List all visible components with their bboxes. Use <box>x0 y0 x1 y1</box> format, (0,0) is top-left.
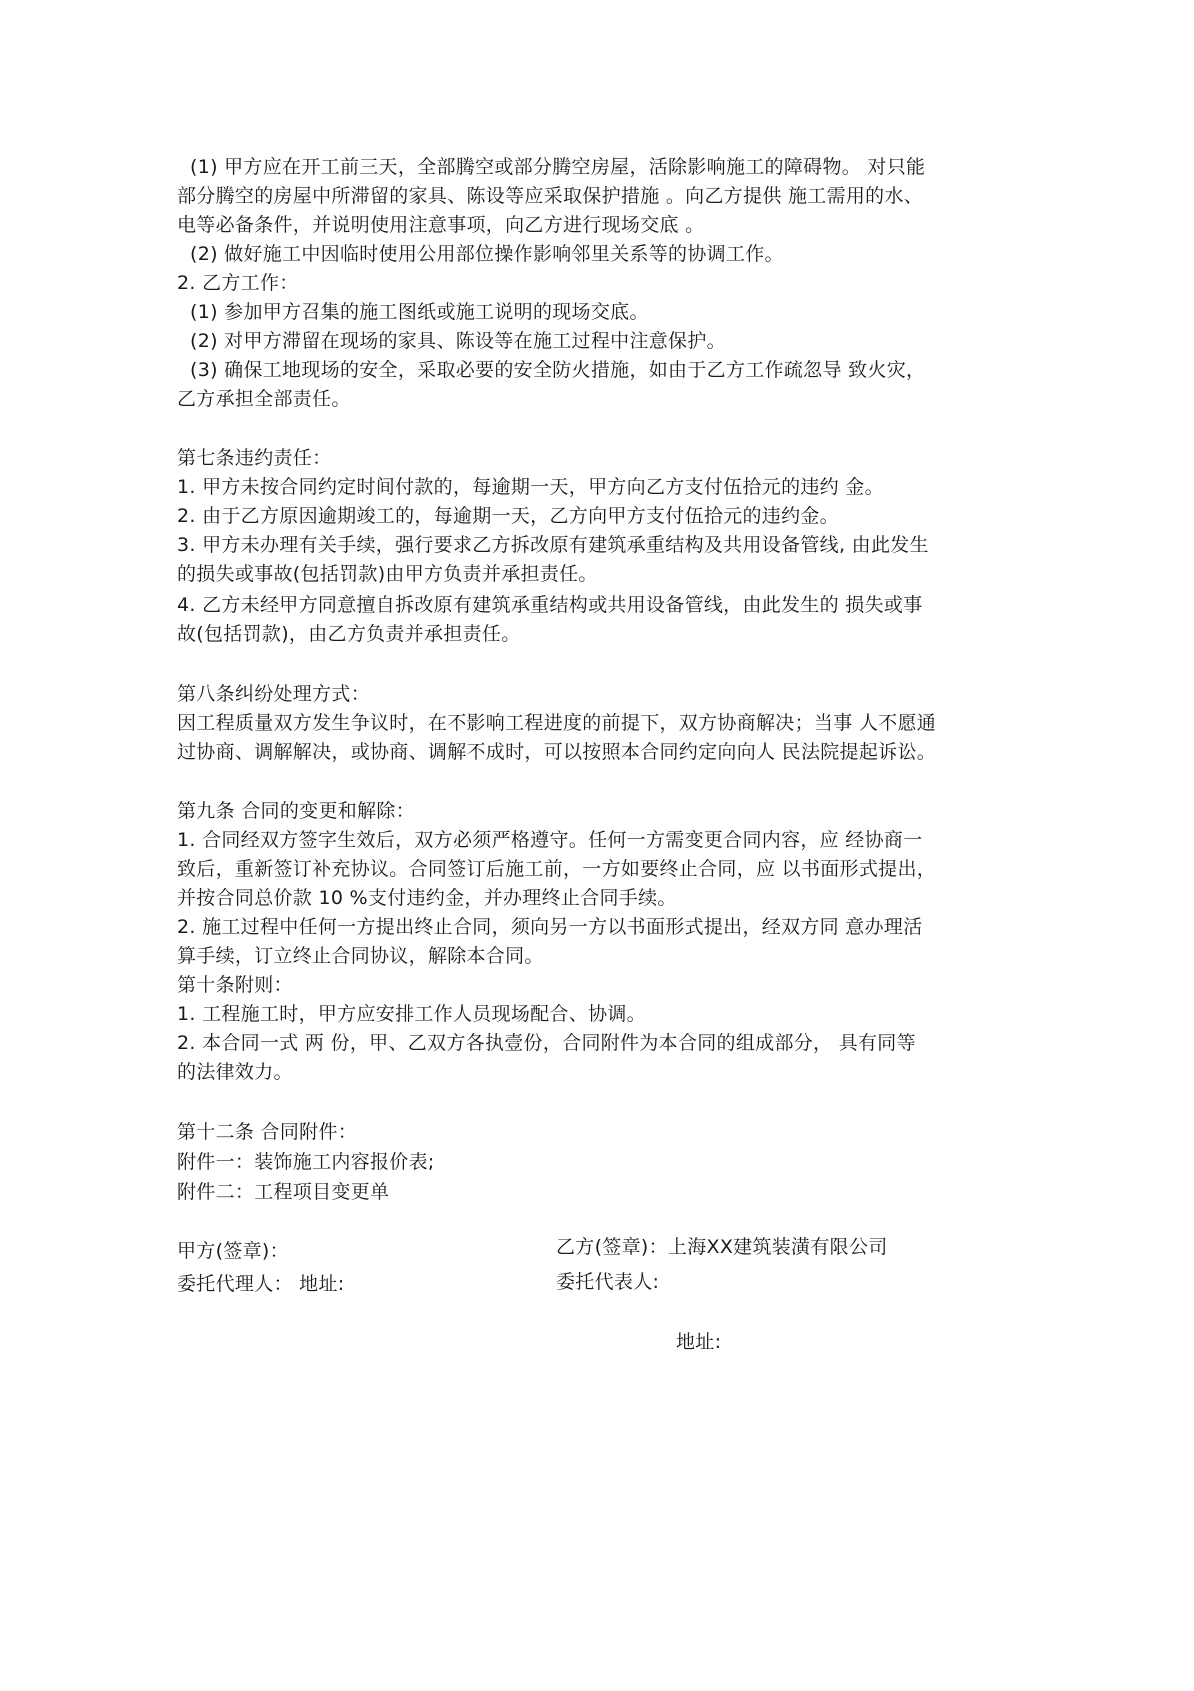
attachment-item: 附件二：工程项目变更单 <box>177 1181 390 1203</box>
clause-text: 2. 本合同一式 两 份，甲、乙双方各执壹份，合同附件为本合同的组成部分， 具有同等 <box>177 1032 916 1054</box>
clause-text: 1. 工程施工时，甲方应安排工作人员现场配合、协调。 <box>177 1003 646 1025</box>
section-heading: 第九条 合同的变更和解除： <box>177 800 415 822</box>
attachment-item: 附件一：装饰施工内容报价表; <box>177 1151 435 1173</box>
clause-text: 电等必备条件，并说明使用注意事项，向乙方进行现场交底 。 <box>177 214 705 236</box>
clause-text: 部分腾空的房屋中所滞留的家具、陈设等应采取保护措施 。向乙方提供 施工需用的水、 <box>177 185 924 207</box>
party-a-signature: 甲方(签章)： <box>177 1240 289 1262</box>
section-heading: 第七条违约责任： <box>177 447 332 469</box>
clause-text: 故(包括罚款)，由乙方负责并承担责任。 <box>177 623 521 645</box>
party-a-agent: 委托代理人： 地址: <box>177 1273 345 1295</box>
party-b-representative: 委托代表人: <box>556 1271 660 1293</box>
clause-text: 的法律效力。 <box>177 1061 293 1083</box>
clause-text: 乙方承担全部责任。 <box>177 388 351 410</box>
clause-text: 1. 甲方未按合同约定时间付款的，每逾期一天，甲方向乙方支付伍拾元的违约 金。 <box>177 476 884 498</box>
clause-text: 2. 由于乙方原因逾期竣工的，每逾期一天，乙方向甲方支付伍拾元的违约金。 <box>177 505 839 527</box>
party-b-address: 地址: <box>676 1331 722 1353</box>
clause-text: 因工程质量双方发生争议时，在不影响工程进度的前提下，双方协商解决；当事 人不愿通 <box>177 712 937 734</box>
party-b-signature: 乙方(签章)：上海XX建筑装潢有限公司 <box>556 1236 888 1258</box>
clause-text: (3) 确保工地现场的安全，采取必要的安全防火措施，如由于乙方工作疏忽导 致火灾， <box>190 359 926 381</box>
clause-text: 的损失或事故(包括罚款)由甲方负责并承担责任。 <box>177 563 598 585</box>
clause-text: (2) 对甲方滞留在现场的家具、陈设等在施工过程中注意保护。 <box>190 330 726 352</box>
clause-text: 算手续，订立终止合同协议，解除本合同。 <box>177 945 544 967</box>
section-subheading: 2. 乙方工作： <box>177 272 299 294</box>
clause-text: 1. 合同经双方签字生效后，双方必须严格遵守。任何一方需变更合同内容，应 经协商一 <box>177 829 923 851</box>
clause-text: (1) 参加甲方召集的施工图纸或施工说明的现场交底。 <box>190 301 649 323</box>
clause-text: (1) 甲方应在开工前三天，全部腾空或部分腾空房屋，活除影响施工的障碍物。 对只能 <box>190 156 926 178</box>
clause-text: 并按合同总价款 10 %支付违约金，并办理终止合同手续。 <box>177 887 677 909</box>
clause-text: (2) 做好施工中因临时使用公用部位操作影响邻里关系等的协调工作。 <box>190 243 784 265</box>
clause-text: 致后，重新签订补充协议。合同签订后施工前，一方如要终止合同，应 以书面形式提出， <box>177 858 937 880</box>
section-heading: 第十二条 合同附件： <box>177 1121 358 1143</box>
clause-text: 3. 甲方未办理有关手续，强行要求乙方拆改原有建筑承重结构及共用设备管线, 由此发生 <box>177 534 929 556</box>
section-heading: 第八条纠纷处理方式： <box>177 683 371 705</box>
section-heading: 第十条附则： <box>177 974 293 996</box>
clause-text: 过协商、调解解决，或协商、调解不成时，可以按照本合同约定向向人 民法院提起诉讼。 <box>177 741 937 763</box>
clause-text: 2. 施工过程中任何一方提出终止合同，须向另一方以书面形式提出，经双方同 意办理活 <box>177 916 923 938</box>
clause-text: 4. 乙方未经甲方同意擅自拆改原有建筑承重结构或共用设备管线，由此发生的 损失或事 <box>177 594 923 616</box>
